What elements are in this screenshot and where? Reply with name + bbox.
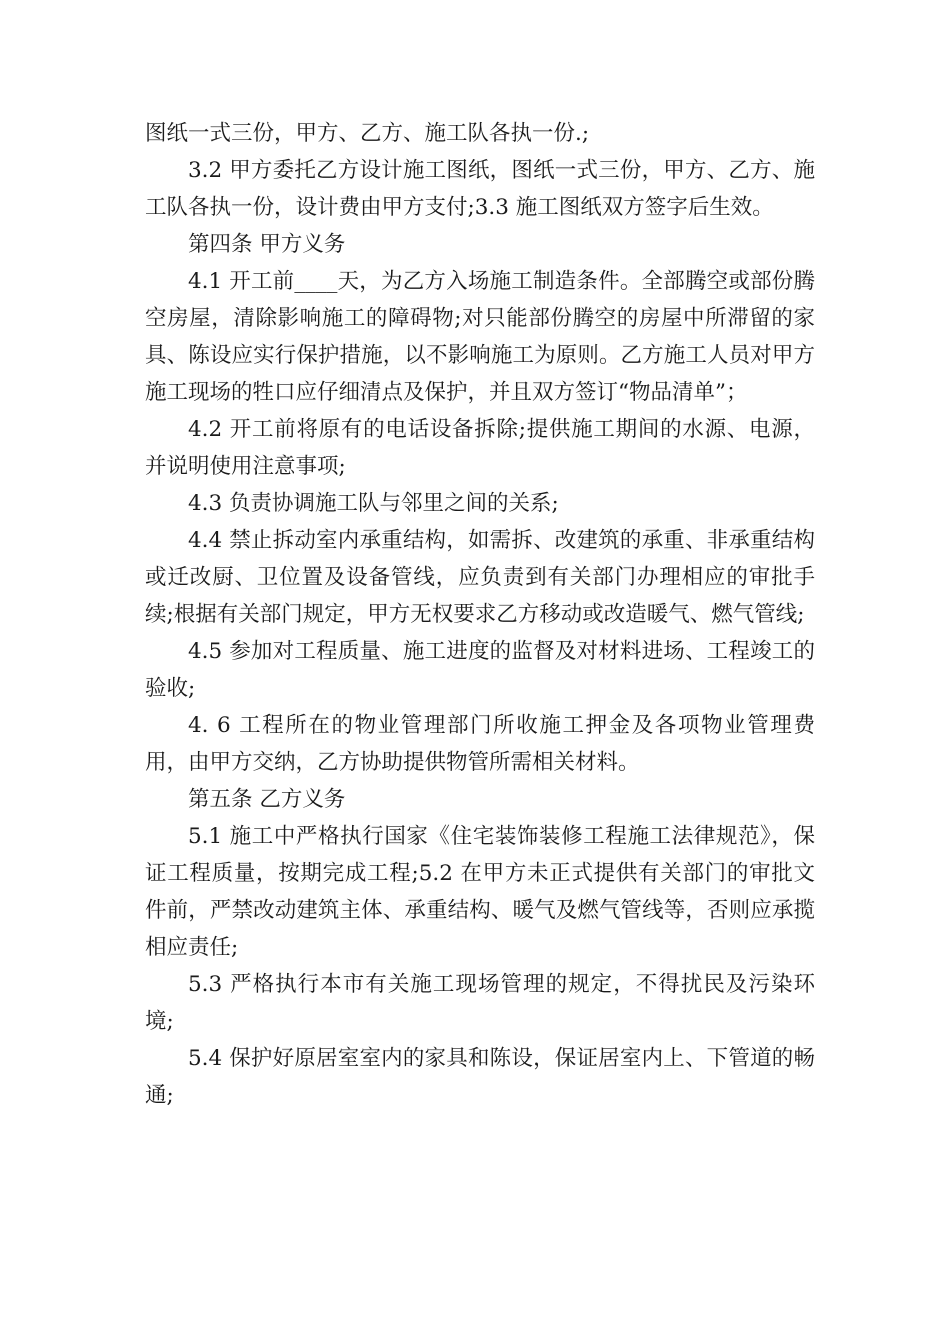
paragraph-5-3: 5.3 严格执行本市有关施工现场管理的规定，不得扰民及污染环境; (145, 972, 815, 1034)
paragraph-4-5: 4.5 参加对工程质量、施工进度的监督及对材料进场、工程竣工的验收; (145, 639, 815, 701)
paragraph-4-2: 4.2 开工前将原有的电话设备拆除;提供施工期间的水源、电源，并说明使用注意事项; (145, 417, 815, 479)
paragraph-4-6: 4. 6 工程所在的物业管理部门所收施工押金及各项物业管理费用，由甲方交纳，乙方协助提供物管所需相关材料。 (145, 713, 815, 775)
paragraph-4-1: 4.1 开工前____天，为乙方入场施工制造条件。全部腾空或部份腾空房屋，清除影响施工的障碍物;对只能部份腾空的房屋中所滞留的家具、陈设应实行保护措施，以不影响施工为原则。乙方施工人员对甲方施工现场的牲口应仔细清点及保护，并且双方签订“物品清单”； (145, 269, 815, 405)
document-body (145, 115, 815, 1114)
paragraph-3-2: 3.2 甲方委托乙方设计施工图纸，图纸一式三份，甲方、乙方、施工队各执一份，设计费由甲方支付;3.3 施工图纸双方签字后生效。 (145, 158, 815, 220)
paragraph-continuation: 图纸一式三份，甲方、乙方、施工队各执一份.; (145, 121, 590, 146)
section-heading-article-4: 第四条 甲方义务 (188, 232, 346, 257)
section-heading-article-5: 第五条 乙方义务 (188, 787, 346, 812)
paragraph-5-4: 5.4 保护好原居室室内的家具和陈设，保证居室内上、下管道的畅通; (145, 1046, 815, 1108)
paragraph-5-1: 5.1 施工中严格执行国家《住宅装饰装修工程施工法律规范》，保证工程质量，按期完成工程;5.2 在甲方未正式提供有关部门的审批文件前，严禁改动建筑主体、承重结构、暖气及燃气管线等，否则应承揽相应责任; (145, 824, 815, 960)
paragraph-4-3: 4.3 负责协调施工队与邻里之间的关系; (188, 491, 559, 516)
paragraph-4-4: 4.4 禁止拆动室内承重结构，如需拆、改建筑的承重、非承重结构或迁改厨、卫位置及设备管线，应负责到有关部门办理相应的审批手续;根据有关部门规定，甲方无权要求乙方移动或改造暖气、燃气管线; (145, 528, 815, 627)
